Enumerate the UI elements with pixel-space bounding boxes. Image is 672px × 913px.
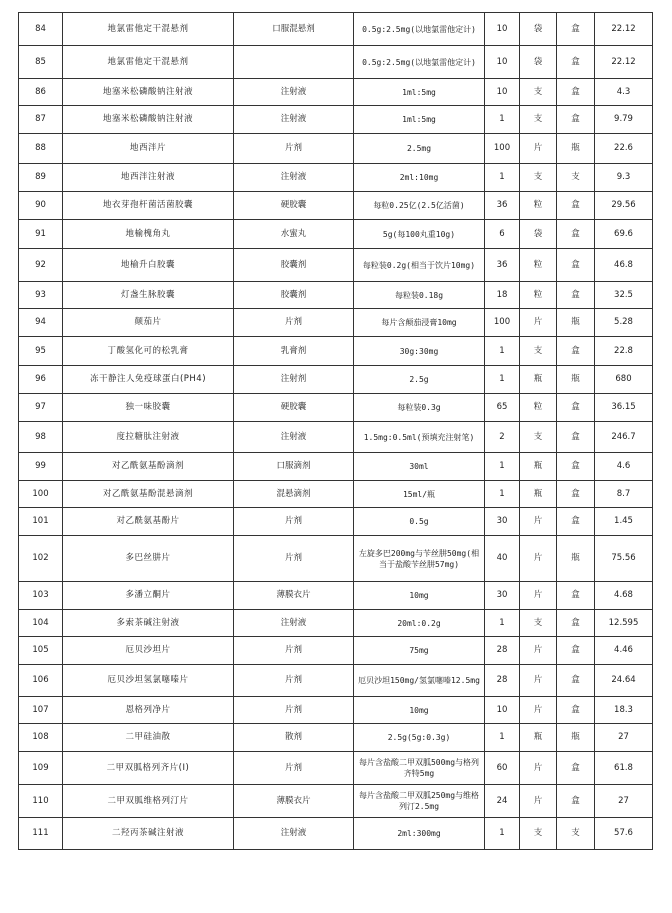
package-unit: 盒 bbox=[557, 665, 595, 697]
table-row bbox=[19, 366, 653, 394]
price: 24.64 bbox=[595, 665, 653, 697]
table-row bbox=[19, 249, 653, 282]
table-row bbox=[19, 785, 653, 818]
price: 69.6 bbox=[595, 220, 653, 249]
price: 29.56 bbox=[595, 192, 653, 220]
minimum-unit: 支 bbox=[520, 164, 557, 192]
price: 8.7 bbox=[595, 481, 653, 508]
row-number: 89 bbox=[19, 164, 63, 192]
row-number: 108 bbox=[19, 724, 63, 752]
package-quantity: 1 bbox=[485, 818, 520, 850]
package-unit: 瓶 bbox=[557, 536, 595, 582]
minimum-unit: 袋 bbox=[520, 46, 557, 79]
dosage-form: 注射液 bbox=[234, 164, 354, 192]
minimum-unit: 支 bbox=[520, 818, 557, 850]
row-number: 99 bbox=[19, 453, 63, 481]
minimum-unit: 瓶 bbox=[520, 481, 557, 508]
drug-name: 地西泮注射液 bbox=[63, 164, 234, 192]
package-unit: 瓶 bbox=[557, 724, 595, 752]
package-unit: 盒 bbox=[557, 785, 595, 818]
table-row bbox=[19, 164, 653, 192]
table-row bbox=[19, 106, 653, 134]
package-quantity: 36 bbox=[485, 249, 520, 282]
price: 4.46 bbox=[595, 637, 653, 665]
dosage-form: 片剂 bbox=[234, 134, 354, 164]
minimum-unit: 支 bbox=[520, 106, 557, 134]
row-number: 104 bbox=[19, 610, 63, 637]
price: 27 bbox=[595, 724, 653, 752]
package-unit: 盒 bbox=[557, 481, 595, 508]
table-row bbox=[19, 422, 653, 453]
dosage-form bbox=[234, 46, 354, 79]
drug-name: 多巴丝肼片 bbox=[63, 536, 234, 582]
row-number: 100 bbox=[19, 481, 63, 508]
package-quantity: 10 bbox=[485, 13, 520, 46]
price: 4.68 bbox=[595, 582, 653, 610]
package-unit: 盒 bbox=[557, 192, 595, 220]
dosage-form: 口服混悬剂 bbox=[234, 13, 354, 46]
drug-name: 厄贝沙坦片 bbox=[63, 637, 234, 665]
package-quantity: 1 bbox=[485, 724, 520, 752]
dosage-form: 片剂 bbox=[234, 637, 354, 665]
drug-name: 恩格列净片 bbox=[63, 697, 234, 724]
dosage-form: 乳膏剂 bbox=[234, 337, 354, 366]
drug-catalog-table bbox=[18, 12, 653, 850]
dosage-form: 片剂 bbox=[234, 508, 354, 536]
dosage-form: 口服滴剂 bbox=[234, 453, 354, 481]
drug-name: 二羟丙茶碱注射液 bbox=[63, 818, 234, 850]
row-number: 84 bbox=[19, 13, 63, 46]
package-unit: 盒 bbox=[557, 752, 595, 785]
dosage-form: 注射剂 bbox=[234, 366, 354, 394]
minimum-unit: 片 bbox=[520, 536, 557, 582]
package-quantity: 1 bbox=[485, 164, 520, 192]
drug-name: 二甲硅油散 bbox=[63, 724, 234, 752]
package-quantity: 28 bbox=[485, 637, 520, 665]
package-unit: 盒 bbox=[557, 249, 595, 282]
specification: 2ml:10mg bbox=[354, 164, 485, 192]
dosage-form: 片剂 bbox=[234, 665, 354, 697]
dosage-form: 散剂 bbox=[234, 724, 354, 752]
row-number: 107 bbox=[19, 697, 63, 724]
drug-name: 冻干静注人免疫球蛋白(PH4) bbox=[63, 366, 234, 394]
row-number: 85 bbox=[19, 46, 63, 79]
dosage-form: 片剂 bbox=[234, 752, 354, 785]
specification: 厄贝沙坦150mg/氢氯噻嗪12.5mg bbox=[354, 665, 485, 697]
minimum-unit: 片 bbox=[520, 785, 557, 818]
row-number: 106 bbox=[19, 665, 63, 697]
package-unit: 盒 bbox=[557, 582, 595, 610]
table-row bbox=[19, 46, 653, 79]
package-quantity: 1 bbox=[485, 337, 520, 366]
specification: 每片含盐酸二甲双胍500mg与格列齐特5mg bbox=[354, 752, 485, 785]
package-quantity: 2 bbox=[485, 422, 520, 453]
minimum-unit: 支 bbox=[520, 422, 557, 453]
price: 75.56 bbox=[595, 536, 653, 582]
table-row bbox=[19, 192, 653, 220]
minimum-unit: 支 bbox=[520, 610, 557, 637]
minimum-unit: 片 bbox=[520, 637, 557, 665]
drug-name: 度拉糖肽注射液 bbox=[63, 422, 234, 453]
price: 27 bbox=[595, 785, 653, 818]
specification: 1ml:5mg bbox=[354, 106, 485, 134]
table-row bbox=[19, 481, 653, 508]
drug-name: 对乙酰氨基酚片 bbox=[63, 508, 234, 536]
package-unit: 盒 bbox=[557, 394, 595, 422]
package-quantity: 6 bbox=[485, 220, 520, 249]
minimum-unit: 袋 bbox=[520, 220, 557, 249]
minimum-unit: 片 bbox=[520, 134, 557, 164]
dosage-form: 薄膜衣片 bbox=[234, 582, 354, 610]
table-row bbox=[19, 220, 653, 249]
package-unit: 瓶 bbox=[557, 366, 595, 394]
minimum-unit: 片 bbox=[520, 309, 557, 337]
package-quantity: 10 bbox=[485, 46, 520, 79]
dosage-form: 注射液 bbox=[234, 818, 354, 850]
minimum-unit: 支 bbox=[520, 337, 557, 366]
row-number: 97 bbox=[19, 394, 63, 422]
row-number: 93 bbox=[19, 282, 63, 309]
row-number: 98 bbox=[19, 422, 63, 453]
minimum-unit: 支 bbox=[520, 79, 557, 106]
package-quantity: 28 bbox=[485, 665, 520, 697]
package-unit: 盒 bbox=[557, 610, 595, 637]
dosage-form: 片剂 bbox=[234, 697, 354, 724]
dosage-form: 片剂 bbox=[234, 536, 354, 582]
specification: 左旋多巴200mg与苄丝肼50mg(相当于盐酸苄丝肼57mg) bbox=[354, 536, 485, 582]
row-number: 105 bbox=[19, 637, 63, 665]
drug-name: 独一味胶囊 bbox=[63, 394, 234, 422]
package-unit: 瓶 bbox=[557, 134, 595, 164]
price: 22.12 bbox=[595, 46, 653, 79]
table-row bbox=[19, 394, 653, 422]
table-row bbox=[19, 697, 653, 724]
specification: 30g:30mg bbox=[354, 337, 485, 366]
drug-name: 颠茄片 bbox=[63, 309, 234, 337]
dosage-form: 注射液 bbox=[234, 106, 354, 134]
minimum-unit: 粒 bbox=[520, 394, 557, 422]
drug-name: 地氯雷他定干混悬剂 bbox=[63, 13, 234, 46]
package-quantity: 30 bbox=[485, 582, 520, 610]
drug-name: 地氯雷他定干混悬剂 bbox=[63, 46, 234, 79]
price: 1.45 bbox=[595, 508, 653, 536]
row-number: 96 bbox=[19, 366, 63, 394]
price: 4.3 bbox=[595, 79, 653, 106]
table-row bbox=[19, 818, 653, 850]
table-row bbox=[19, 637, 653, 665]
dosage-form: 混悬滴剂 bbox=[234, 481, 354, 508]
package-unit: 盒 bbox=[557, 697, 595, 724]
package-unit: 盒 bbox=[557, 220, 595, 249]
specification: 1.5mg:0.5ml(预填充注射笔) bbox=[354, 422, 485, 453]
row-number: 86 bbox=[19, 79, 63, 106]
specification: 2.5mg bbox=[354, 134, 485, 164]
drug-name: 多潘立酮片 bbox=[63, 582, 234, 610]
specification: 10mg bbox=[354, 697, 485, 724]
row-number: 91 bbox=[19, 220, 63, 249]
specification: 2ml:300mg bbox=[354, 818, 485, 850]
row-number: 111 bbox=[19, 818, 63, 850]
minimum-unit: 瓶 bbox=[520, 366, 557, 394]
minimum-unit: 片 bbox=[520, 665, 557, 697]
price: 32.5 bbox=[595, 282, 653, 309]
drug-name: 二甲双胍格列齐片(Ⅰ) bbox=[63, 752, 234, 785]
drug-name: 地西泮片 bbox=[63, 134, 234, 164]
specification: 75mg bbox=[354, 637, 485, 665]
dosage-form: 硬胶囊 bbox=[234, 394, 354, 422]
price: 22.8 bbox=[595, 337, 653, 366]
package-unit: 瓶 bbox=[557, 309, 595, 337]
price: 9.3 bbox=[595, 164, 653, 192]
dosage-form: 注射液 bbox=[234, 422, 354, 453]
drug-name: 地榆槐角丸 bbox=[63, 220, 234, 249]
table-row bbox=[19, 752, 653, 785]
row-number: 88 bbox=[19, 134, 63, 164]
package-quantity: 24 bbox=[485, 785, 520, 818]
row-number: 101 bbox=[19, 508, 63, 536]
drug-name: 二甲双胍维格列汀片 bbox=[63, 785, 234, 818]
row-number: 92 bbox=[19, 249, 63, 282]
row-number: 90 bbox=[19, 192, 63, 220]
price: 61.8 bbox=[595, 752, 653, 785]
specification: 0.5g bbox=[354, 508, 485, 536]
specification: 1ml:5mg bbox=[354, 79, 485, 106]
package-unit: 盒 bbox=[557, 637, 595, 665]
drug-name: 多索茶碱注射液 bbox=[63, 610, 234, 637]
package-quantity: 10 bbox=[485, 697, 520, 724]
minimum-unit: 片 bbox=[520, 697, 557, 724]
drug-name: 地塞米松磷酸钠注射液 bbox=[63, 106, 234, 134]
specification: 每片含盐酸二甲双胍250mg与维格列汀2.5mg bbox=[354, 785, 485, 818]
specification: 20ml:0.2g bbox=[354, 610, 485, 637]
minimum-unit: 粒 bbox=[520, 249, 557, 282]
package-quantity: 36 bbox=[485, 192, 520, 220]
package-unit: 盒 bbox=[557, 106, 595, 134]
drug-name: 丁酸氢化可的松乳膏 bbox=[63, 337, 234, 366]
price: 18.3 bbox=[595, 697, 653, 724]
drug-name: 厄贝沙坦氢氯噻嗪片 bbox=[63, 665, 234, 697]
package-quantity: 1 bbox=[485, 481, 520, 508]
package-quantity: 60 bbox=[485, 752, 520, 785]
specification: 每粒装0.3g bbox=[354, 394, 485, 422]
package-unit: 盒 bbox=[557, 282, 595, 309]
table-row bbox=[19, 536, 653, 582]
table-row bbox=[19, 309, 653, 337]
dosage-form: 薄膜衣片 bbox=[234, 785, 354, 818]
row-number: 94 bbox=[19, 309, 63, 337]
package-unit: 盒 bbox=[557, 422, 595, 453]
dosage-form: 水蜜丸 bbox=[234, 220, 354, 249]
specification: 每粒装0.18g bbox=[354, 282, 485, 309]
dosage-form: 注射液 bbox=[234, 610, 354, 637]
dosage-form: 胶囊剂 bbox=[234, 282, 354, 309]
price: 22.6 bbox=[595, 134, 653, 164]
drug-name: 地衣芽孢杆菌活菌胶囊 bbox=[63, 192, 234, 220]
row-number: 103 bbox=[19, 582, 63, 610]
minimum-unit: 瓶 bbox=[520, 724, 557, 752]
specification: 10mg bbox=[354, 582, 485, 610]
price: 57.6 bbox=[595, 818, 653, 850]
package-quantity: 18 bbox=[485, 282, 520, 309]
table-row bbox=[19, 13, 653, 46]
package-quantity: 65 bbox=[485, 394, 520, 422]
package-unit: 盒 bbox=[557, 337, 595, 366]
table-row bbox=[19, 724, 653, 752]
drug-name: 对乙酰氨基酚混悬滴剂 bbox=[63, 481, 234, 508]
table-row bbox=[19, 134, 653, 164]
price: 46.8 bbox=[595, 249, 653, 282]
drug-name: 灯盏生脉胶囊 bbox=[63, 282, 234, 309]
table-row bbox=[19, 610, 653, 637]
row-number: 102 bbox=[19, 536, 63, 582]
minimum-unit: 片 bbox=[520, 508, 557, 536]
row-number: 95 bbox=[19, 337, 63, 366]
package-unit: 盒 bbox=[557, 79, 595, 106]
row-number: 110 bbox=[19, 785, 63, 818]
package-unit: 盒 bbox=[557, 508, 595, 536]
package-quantity: 1 bbox=[485, 366, 520, 394]
price: 22.12 bbox=[595, 13, 653, 46]
dosage-form: 片剂 bbox=[234, 309, 354, 337]
package-quantity: 30 bbox=[485, 508, 520, 536]
price: 9.79 bbox=[595, 106, 653, 134]
package-quantity: 40 bbox=[485, 536, 520, 582]
minimum-unit: 粒 bbox=[520, 192, 557, 220]
minimum-unit: 片 bbox=[520, 582, 557, 610]
drug-name: 地塞米松磷酸钠注射液 bbox=[63, 79, 234, 106]
table-row bbox=[19, 665, 653, 697]
minimum-unit: 粒 bbox=[520, 282, 557, 309]
specification: 0.5g:2.5mg(以地氯雷他定计) bbox=[354, 13, 485, 46]
dosage-form: 硬胶囊 bbox=[234, 192, 354, 220]
specification: 每粒装0.2g(相当于饮片10mg) bbox=[354, 249, 485, 282]
table-row bbox=[19, 79, 653, 106]
dosage-form: 胶囊剂 bbox=[234, 249, 354, 282]
table-row bbox=[19, 453, 653, 481]
price: 5.28 bbox=[595, 309, 653, 337]
specification: 0.5g:2.5mg(以地氯雷他定计) bbox=[354, 46, 485, 79]
specification: 30ml bbox=[354, 453, 485, 481]
package-unit: 盒 bbox=[557, 13, 595, 46]
package-quantity: 100 bbox=[485, 134, 520, 164]
specification: 15ml/瓶 bbox=[354, 481, 485, 508]
package-unit: 盒 bbox=[557, 453, 595, 481]
package-quantity: 1 bbox=[485, 453, 520, 481]
row-number: 109 bbox=[19, 752, 63, 785]
table-row bbox=[19, 337, 653, 366]
table-row bbox=[19, 582, 653, 610]
package-unit: 支 bbox=[557, 164, 595, 192]
table-row bbox=[19, 508, 653, 536]
table-row bbox=[19, 282, 653, 309]
package-quantity: 1 bbox=[485, 610, 520, 637]
minimum-unit: 瓶 bbox=[520, 453, 557, 481]
minimum-unit: 片 bbox=[520, 752, 557, 785]
minimum-unit: 袋 bbox=[520, 13, 557, 46]
package-quantity: 1 bbox=[485, 106, 520, 134]
price: 246.7 bbox=[595, 422, 653, 453]
dosage-form: 注射液 bbox=[234, 79, 354, 106]
drug-name: 对乙酰氨基酚滴剂 bbox=[63, 453, 234, 481]
package-quantity: 100 bbox=[485, 309, 520, 337]
price: 4.6 bbox=[595, 453, 653, 481]
specification: 每粒0.25亿(2.5亿活菌) bbox=[354, 192, 485, 220]
package-quantity: 10 bbox=[485, 79, 520, 106]
package-unit: 支 bbox=[557, 818, 595, 850]
row-number: 87 bbox=[19, 106, 63, 134]
price: 680 bbox=[595, 366, 653, 394]
specification: 2.5g(5g:0.3g) bbox=[354, 724, 485, 752]
price: 12.595 bbox=[595, 610, 653, 637]
specification: 每片含颠茄浸膏10mg bbox=[354, 309, 485, 337]
package-unit: 盒 bbox=[557, 46, 595, 79]
specification: 5g(每100丸重10g) bbox=[354, 220, 485, 249]
price: 36.15 bbox=[595, 394, 653, 422]
drug-name: 地榆升白胶囊 bbox=[63, 249, 234, 282]
specification: 2.5g bbox=[354, 366, 485, 394]
